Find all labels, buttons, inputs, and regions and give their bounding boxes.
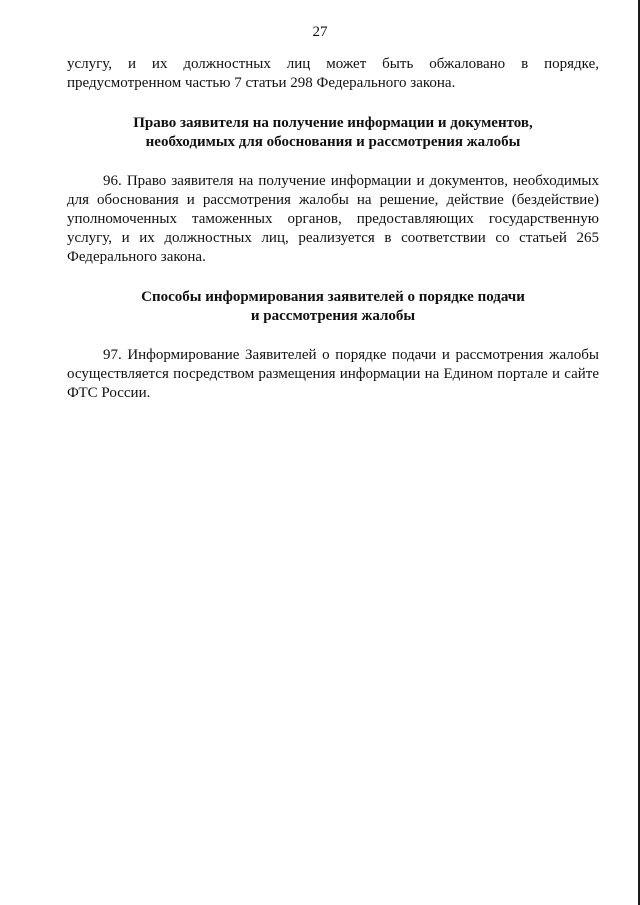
section-heading-97-line-2: и рассмотрения жалобы	[250, 308, 416, 324]
paragraph-97-line-3: ФТС России.	[67, 385, 151, 401]
section-heading-97	[67, 288, 599, 326]
section-heading-96	[67, 114, 599, 152]
paragraph-96-line-3: уполномоченных таможенных органов, предоставляющих государственную	[67, 211, 599, 227]
paragraph-96-line-1: 96. Право заявителя на получение информации и документов, необходимых	[103, 173, 599, 189]
paragraph-96-line-5: Федерального закона.	[67, 249, 206, 265]
document-body	[67, 55, 599, 403]
paragraph-97	[67, 346, 599, 403]
paragraph-97-line-2: осуществляется посредством размещения информации на Едином портале и сайте	[67, 366, 599, 382]
section-heading-96-line-2: необходимых для обоснования и рассмотрения жалобы	[145, 134, 521, 150]
paragraph-96-line-2: для обоснования и рассмотрения жалобы на решение, действие (бездействие)	[67, 192, 599, 208]
intro-paragraph	[67, 55, 599, 93]
paragraph-96	[67, 172, 599, 267]
section-heading-97-line-1: Способы информирования заявителей о порядке подачи	[141, 289, 525, 305]
section-heading-96-line-1: Право заявителя на получение информации и документов,	[133, 115, 533, 131]
paragraph-96-line-4: услугу, и их должностных лиц, реализуется в соответствии со статьей 265	[67, 230, 599, 246]
page-number: 27	[312, 24, 328, 40]
intro-line-2: предусмотренном частью 7 статьи 298 Федерального закона.	[67, 75, 456, 91]
intro-line-1: услугу, и их должностных лиц может быть обжаловано в порядке,	[67, 56, 599, 72]
paragraph-97-line-1: 97. Информирование Заявителей о порядке подачи и рассмотрения жалобы	[103, 347, 599, 363]
